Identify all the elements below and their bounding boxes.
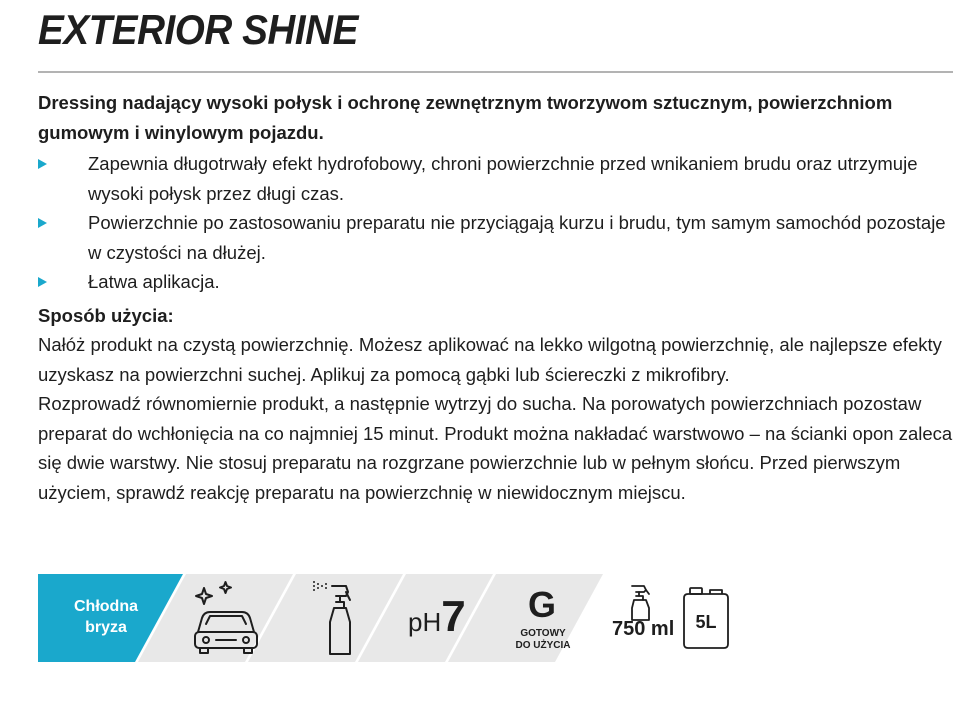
spray-bottle-icon	[302, 576, 362, 660]
spray-bottle-small-icon	[624, 582, 656, 622]
ph-value: 7	[441, 592, 466, 641]
sparkle-car-icon	[188, 580, 264, 656]
description	[38, 88, 958, 507]
ph-indicator	[408, 592, 466, 642]
usage-paragraph: Rozprowadź równomiernie produkt, a następnie wytrzyj do sucha. Na porowatych powierzchniach pozostaw preparat do wchłonięcia na co najmniej 15 minut. Produkt można nakładać warstwowo – na ścianki opon zaleca się dwie warstwy. Nie stosuj preparatu na rozgrzane powierzchnie lub w pełnym słońcu. Przed pierwszym użyciem, sprawdź reakcję preparatu na powierzchnię w niewidocznym miejscu.	[38, 393, 953, 503]
ph-label: pH	[408, 607, 442, 637]
ready-to-use-letter: G	[527, 584, 556, 625]
intro-text: Dressing nadający wysoki połysk i ochronę zewnętrznym tworzywom sztucznym, powierzchniom gumowym i winylowym pojazdu.	[38, 92, 893, 143]
list-item: Łatwa aplikacja.	[38, 267, 958, 297]
bullet-arrow-icon	[38, 159, 47, 169]
list-item: Zapewnia długotrwały efekt hydrofobowy, chroni powierzchnie przed wnikaniem brudu oraz utrzymuje wysoki połysk przez długi czas.	[38, 149, 958, 208]
bullet-arrow-icon	[38, 218, 47, 228]
volume-small: 750 ml	[612, 618, 675, 640]
ready-to-use-label: GOTOWY DO UŻYCIA	[515, 628, 571, 651]
feature-list	[38, 149, 958, 297]
product-title: EXTERIOR SHINE	[38, 6, 358, 53]
usage-heading: Sposób użycia:	[38, 304, 174, 326]
volume-large: 5L	[695, 612, 717, 632]
product-icon-bar	[38, 574, 738, 662]
usage-paragraph: Nałóż produkt na czystą powierzchnię. Możesz aplikować na lekko wilgotną powierzchnię, ale najlepsze efekty uzyskasz na powierzchni suchej. Aplikuj za pomocą gąbki lub ściereczki z mikrofibry.	[38, 334, 942, 385]
scent-label: Chłodna bryza	[74, 598, 138, 636]
title-divider	[38, 71, 953, 73]
bullet-arrow-icon	[38, 277, 47, 287]
list-item: Powierzchnie po zastosowaniu preparatu nie przyciągają kurzu i brudu, tym samym samochód pozostaje w czystości na dłużej.	[38, 208, 958, 267]
